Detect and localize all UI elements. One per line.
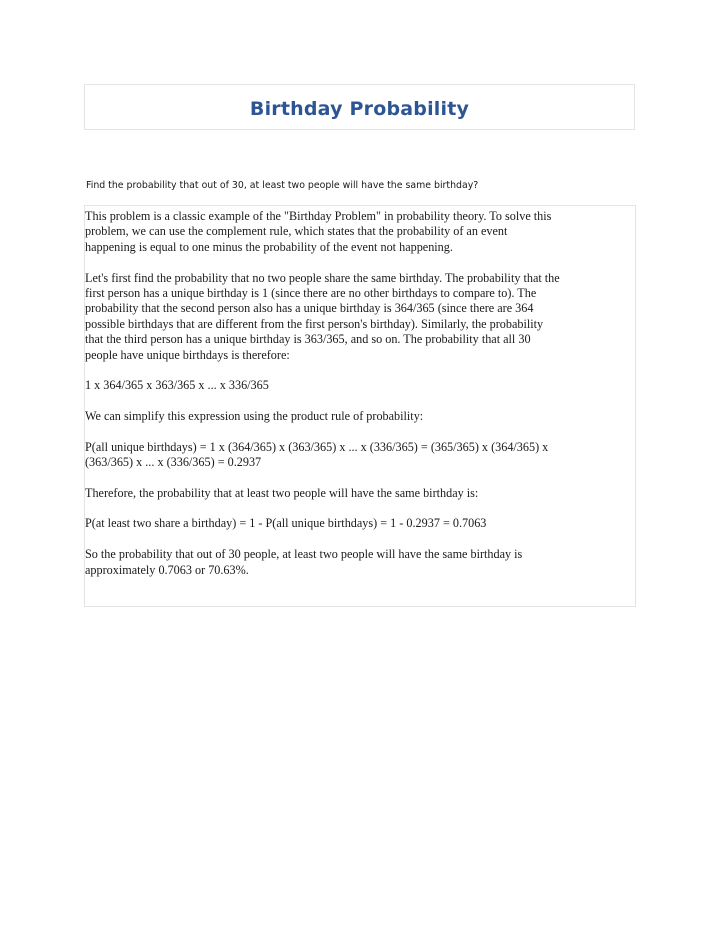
answer-expression: 1 x 364/365 x 363/365 x ... x 336/365 [85, 378, 269, 393]
answer-paragraph-product-rule: We can simplify this expression using the product rule of probability: [85, 408, 424, 423]
answer-equation-all-unique: P(all unique birthdays) = 1 x (364/365) x (363/365) x ... x (336/365) = (365/365) x (364/365) x (363/365) x ... x (336/365) = 0.2937 [85, 439, 549, 470]
answer-conclusion: So the probability that out of 30 people, at least two people will have the same birthday is approximately 0.7063 or 70.63%. [85, 547, 523, 577]
answer-equation-at-least-two: P(at least two share a birthday) = 1 - P(all unique birthdays) = 1 - 0.2937 = 0.7063 [85, 516, 487, 531]
page-title: Birthday Probability [249, 98, 470, 120]
answer-paragraph-intro: This problem is a classic example of the "Birthday Problem" in probability theory. To solve this problem, we can use the complement rule, which states that the probability of an event happening is equal to one minus the probability of the event not happening. [85, 209, 552, 254]
answer-paragraph-unique-birthdays: Let's first find the probability that no two people share the same birthday. The probability that the first person has a unique birthday is 1 (since there are no other birthdays to compare to). The probability that the second person also has a unique birthday is 364/365 (since there are 364 possible birthdays that are different from the first person's birthday). Similarly, the probability that the third person has a unique birthday is 363/365, and so on. The probability that all 30 people have unique birthdays is therefore: [85, 270, 560, 362]
title-box [84, 84, 635, 130]
question-text: Find the probability that out of 30, at least two people will have the same birthday? [86, 180, 479, 191]
answer-paragraph-therefore: Therefore, the probability that at least two people will have the same birthday is: [85, 485, 479, 500]
answer-box [84, 205, 636, 607]
